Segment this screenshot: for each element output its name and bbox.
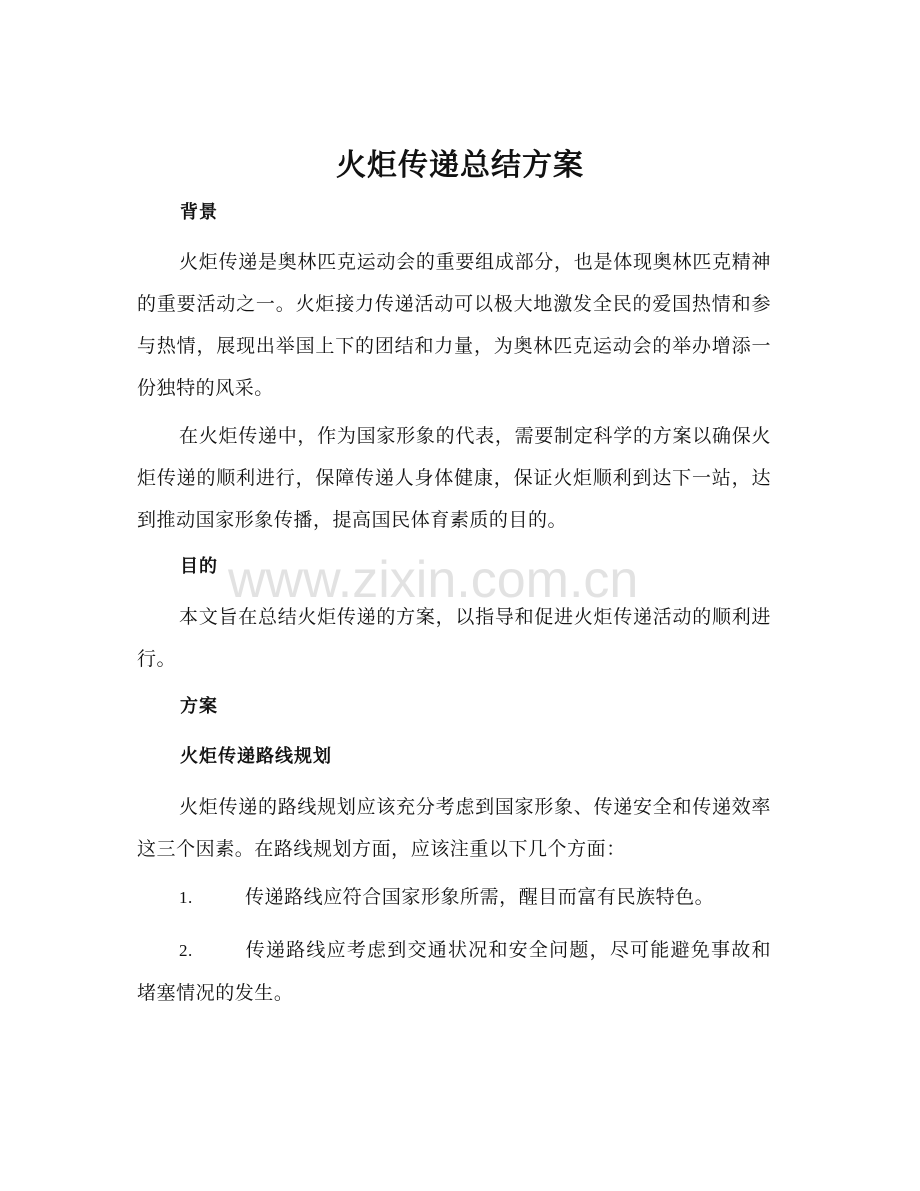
list-item-number: 1. xyxy=(179,888,193,907)
heading-plan: 方案 xyxy=(180,696,218,717)
list-item-number: 2. xyxy=(179,941,193,960)
list-item xyxy=(137,929,771,1014)
document-title: 火炬传递总结方案 xyxy=(336,148,584,183)
heading-background: 背景 xyxy=(180,202,218,223)
heading-purpose: 目的 xyxy=(180,556,218,577)
paragraph-background-2: 在火炬传递中，作为国家形象的代表，需要制定科学的方案以确保火炬传递的顺利进行，保障传递人身体健康，保证火炬顺利到达下一站，达到推动国家形象传播，提高国民体育素质的目的。 xyxy=(137,425,771,531)
paragraph-purpose: 本文旨在总结火炬传递的方案，以指导和促进火炬传递活动的顺利进行。 xyxy=(137,606,771,670)
heading-route-planning: 火炬传递路线规划 xyxy=(180,746,332,767)
list-item xyxy=(137,876,771,919)
list-item-text: 传递路线应考虑到交通状况和安全问题，尽可能避免事故和堵塞情况的发生。 xyxy=(137,939,771,1004)
paragraph-route-planning: 火炬传递的路线规划应该充分考虑到国家形象、传递安全和传递效率这三个因素。在路线规划方面，应该注重以下几个方面： xyxy=(137,796,771,860)
paragraph-background-1: 火炬传递是奥林匹克运动会的重要组成部分，也是体现奥林匹克精神的重要活动之一。火炬接力传递活动可以极大地激发全民的爱国热情和参与热情，展现出举国上下的团结和力量，为奥林匹克运动会的举办增添一份独特的风采。 xyxy=(137,251,771,399)
watermark: www.zixin.com.cn xyxy=(228,551,639,609)
list-item-text: 传递路线应符合国家形象所需，醒目而富有民族特色。 xyxy=(245,886,715,908)
